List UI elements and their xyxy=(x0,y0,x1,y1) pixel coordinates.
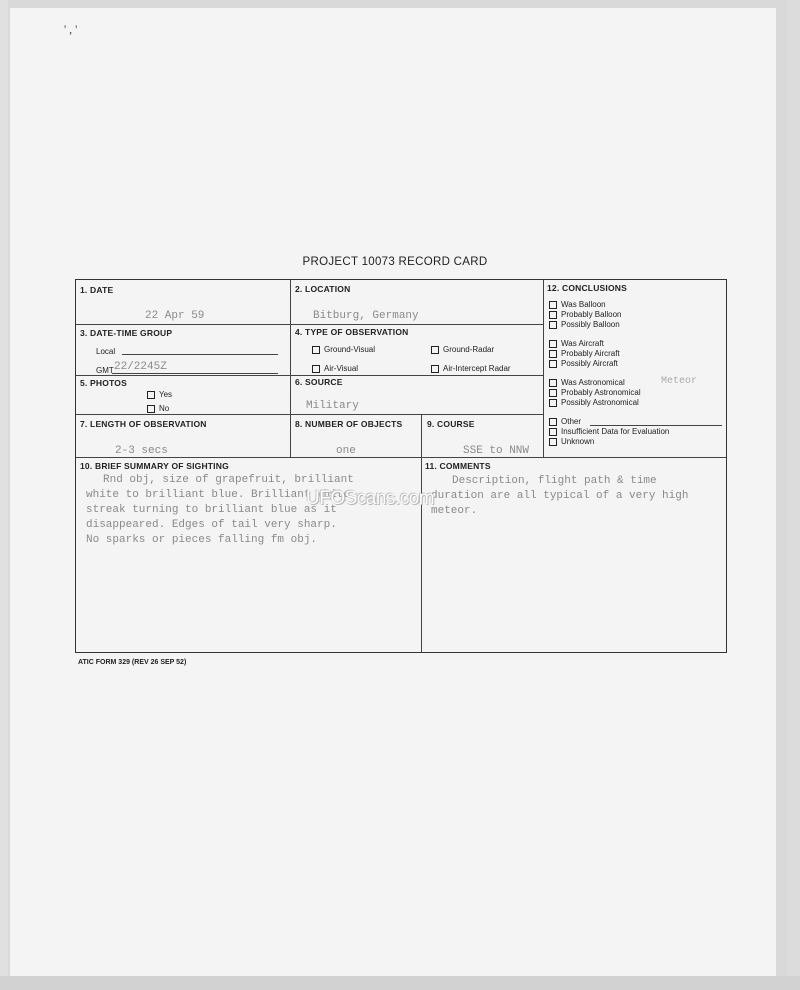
card-title: PROJECT 10073 RECORD CARD xyxy=(302,256,488,268)
checkbox-icon xyxy=(549,438,557,446)
photos-label: 5. PHOTOS xyxy=(80,378,127,388)
conclusion-item xyxy=(549,437,594,447)
conclusion-text: Possibly Balloon xyxy=(561,320,620,329)
comments-line: duration are all typical of a very high xyxy=(431,490,689,502)
scan-left-edge xyxy=(0,0,8,990)
conclusion-text: Was Astronomical xyxy=(561,378,625,387)
obs-air-intercept xyxy=(431,364,511,373)
checkbox-icon xyxy=(312,365,320,373)
grid-line xyxy=(76,375,543,376)
checkbox-icon xyxy=(147,405,155,413)
checkbox-icon xyxy=(312,346,320,354)
obs-air-visual xyxy=(312,364,358,373)
conclusion-text: Possibly Aircraft xyxy=(561,359,618,368)
gmt-underline xyxy=(112,373,278,374)
conclusion-text: Probably Aircraft xyxy=(561,349,620,358)
summary-line: streak turning to brilliant blue as it xyxy=(86,504,337,516)
grid-line xyxy=(543,280,544,457)
checkbox-icon xyxy=(549,399,557,407)
grid-line xyxy=(76,457,726,458)
checkbox-icon xyxy=(549,340,557,348)
local-label: Local xyxy=(96,347,116,356)
checkbox-icon xyxy=(549,311,557,319)
conclusion-item xyxy=(549,359,618,369)
checkbox-icon xyxy=(549,379,557,387)
form-identifier: ATIC FORM 329 (REV 26 SEP 52) xyxy=(78,659,187,666)
other-underline xyxy=(590,425,722,426)
course-value: SSE to NNW xyxy=(463,445,530,457)
watermark: UFOScans.com xyxy=(306,488,435,509)
conclusion-item xyxy=(549,339,604,349)
photos-yes-text: Yes xyxy=(159,390,173,399)
date-value: 22 Apr 59 xyxy=(145,310,205,322)
conclusion-item xyxy=(549,310,621,320)
conclusion-item xyxy=(549,417,581,427)
conclusion-item xyxy=(549,349,620,359)
obs-ground-radar xyxy=(431,345,494,354)
comments-line: Description, flight path & time xyxy=(452,475,657,487)
obs-ground-visual xyxy=(312,345,375,354)
photos-no-text: No xyxy=(159,404,170,413)
conclusion-item xyxy=(549,388,641,398)
summary-line: disappeared. Edges of tail very sharp. xyxy=(86,519,337,531)
checkbox-icon xyxy=(549,321,557,329)
observation-length-label: 7. LENGTH OF OBSERVATION xyxy=(80,419,207,429)
object-count-label: 8. NUMBER OF OBJECTS xyxy=(295,419,403,429)
checkbox-icon xyxy=(147,391,155,399)
grid-line xyxy=(421,414,422,653)
comments-label: 11. COMMENTS xyxy=(425,461,491,471)
obs-air-intercept-text: Air-Intercept Radar xyxy=(443,364,511,373)
date-time-group-label: 3. DATE-TIME GROUP xyxy=(80,328,173,338)
observation-type-label: 4. TYPE OF OBSERVATION xyxy=(295,327,409,337)
source-value: Military xyxy=(306,400,359,412)
scan-bottom-edge xyxy=(0,976,800,990)
conclusion-item xyxy=(549,378,625,388)
source-label: 6. SOURCE xyxy=(295,377,343,387)
astronomical-note: Meteor xyxy=(661,376,698,387)
conclusion-text: Probably Balloon xyxy=(561,310,622,319)
scan-right-edge xyxy=(786,0,800,990)
local-underline xyxy=(122,354,278,355)
obs-air-visual-text: Air-Visual xyxy=(324,364,359,373)
checkbox-icon xyxy=(549,418,557,426)
obs-ground-visual-text: Ground-Visual xyxy=(324,345,375,354)
summary-line: white to brilliant blue. Brilliant white xyxy=(86,489,351,501)
conclusion-text: Probably Astronomical xyxy=(561,388,641,397)
conclusion-item xyxy=(549,320,620,330)
checkbox-icon xyxy=(431,346,439,354)
location-value: Bitburg, Germany xyxy=(313,310,419,322)
photos-yes xyxy=(147,390,172,399)
date-label: 1. DATE xyxy=(80,285,114,295)
conclusion-text: Insufficient Data for Evaluation xyxy=(561,427,670,436)
checkbox-icon xyxy=(549,360,557,368)
conclusions-label: 12. CONCLUSIONS xyxy=(547,283,627,293)
obs-ground-radar-text: Ground-Radar xyxy=(443,345,495,354)
checkbox-icon xyxy=(431,365,439,373)
location-label: 2. LOCATION xyxy=(295,284,351,294)
summary-label: 10. BRIEF SUMMARY OF SIGHTING xyxy=(80,461,229,471)
photos-no xyxy=(147,404,169,413)
grid-line xyxy=(76,324,543,325)
gmt-value: 22/2245Z xyxy=(114,361,167,373)
scan-speck: ' , ' xyxy=(64,22,78,36)
grid-line xyxy=(290,280,291,457)
summary-line: Rnd obj, size of grapefruit, brilliant xyxy=(103,474,354,486)
summary-line: No sparks or pieces falling fm obj. xyxy=(86,534,318,546)
conclusion-item xyxy=(549,427,669,437)
comments-line: meteor. xyxy=(431,505,478,517)
conclusion-text: Was Balloon xyxy=(561,300,606,309)
conclusion-text: Other xyxy=(561,417,582,426)
conclusion-text: Unknown xyxy=(561,437,595,446)
checkbox-icon xyxy=(549,301,557,309)
conclusion-item xyxy=(549,300,606,310)
conclusion-text: Possibly Astronomical xyxy=(561,398,639,407)
conclusion-item xyxy=(549,398,639,408)
observation-length-value: 2-3 secs xyxy=(115,445,168,457)
conclusion-text: Was Aircraft xyxy=(561,339,604,348)
gmt-label: GMT xyxy=(96,366,114,375)
course-label: 9. COURSE xyxy=(427,419,475,429)
checkbox-icon xyxy=(549,428,557,436)
grid-line xyxy=(76,414,543,415)
checkbox-icon xyxy=(549,350,557,358)
checkbox-icon xyxy=(549,389,557,397)
object-count-value: one xyxy=(336,445,356,457)
